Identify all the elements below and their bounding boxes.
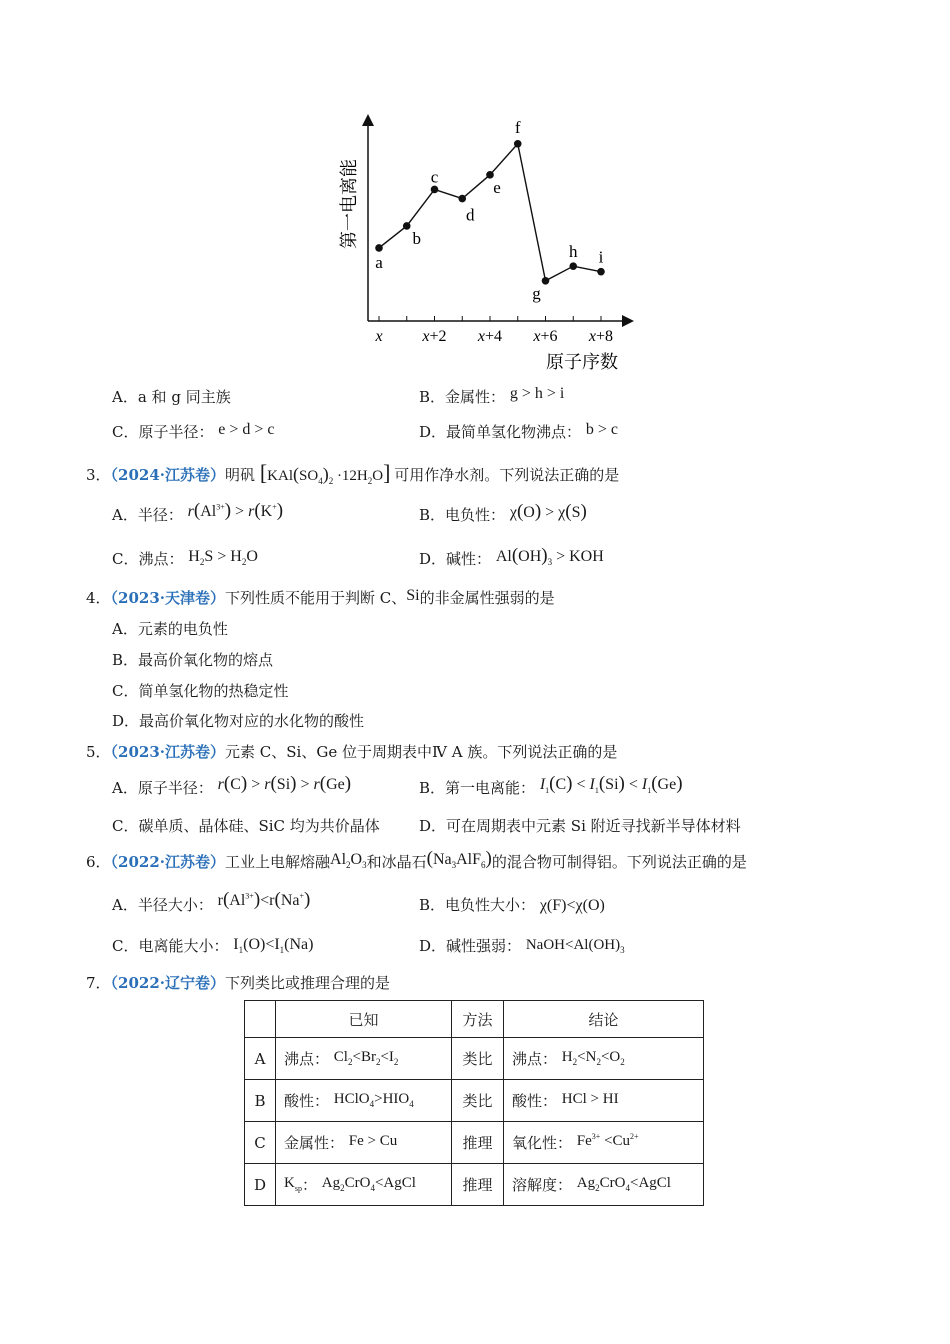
option-formula: $Al(OH)_3$ > KOH — [495, 545, 604, 568]
option-letter: A． — [112, 388, 138, 406]
option-formula: b > c — [585, 421, 618, 438]
option-text: 金属性： — [445, 388, 506, 406]
question-6-stem — [86, 848, 747, 873]
row-conclusion — [504, 1038, 704, 1080]
question-source: （2022·江苏卷） — [110, 853, 226, 871]
option-text: 碱性： — [446, 550, 492, 568]
q2-option-d — [419, 421, 618, 442]
cell-label: 氧化性： — [512, 1134, 573, 1152]
row-conclusion — [504, 1122, 704, 1164]
q3-option-c — [112, 548, 258, 570]
question-source: （2023·天津卷） — [110, 589, 226, 607]
option-letter: C． — [112, 817, 139, 835]
option-formula: χ(O) > χ(S) — [509, 501, 587, 522]
option-text: 简单氢化物的热稳定性 — [138, 682, 289, 700]
data-point-c — [431, 186, 439, 194]
data-label-a: a — [375, 252, 383, 272]
option-letter: B． — [419, 779, 446, 797]
cell-label: 酸性： — [284, 1091, 330, 1110]
stem-text: 工业上电解熔融 — [225, 853, 331, 871]
option-letter: D． — [112, 712, 140, 730]
option-text: 碳单质、晶体硅、SiC 均为共价晶体 — [138, 817, 380, 835]
option-formula: $I_1(C) < I_1(Si) < I_1(Ge)$ — [539, 773, 683, 796]
option-text: 最高价氧化物的熔点 — [138, 651, 274, 669]
q5-option-a — [112, 773, 352, 799]
cell-formula: HCl > HI — [561, 1091, 619, 1107]
option-formula: χ(F)<χ(O) — [539, 897, 605, 914]
option-formula: g > h > i — [509, 385, 565, 402]
stem-text: 的非金属性强弱的是 — [419, 589, 555, 607]
option-text: 半径大小： — [137, 896, 213, 914]
stem-formula: $(Na_3AlF_6)$ — [426, 848, 492, 871]
stem-formula: Si — [406, 587, 420, 604]
option-formula: $r(Al^{3+}) > r(K^+)$ — [187, 500, 284, 521]
row-known — [276, 1038, 452, 1080]
option-letter: D． — [419, 550, 447, 568]
cell-formula: $HClO_4>HIO_4$ — [333, 1090, 414, 1109]
option-letter: D． — [419, 817, 447, 835]
option-formula: e > d > c — [218, 421, 275, 438]
x-tick-label: x+4 — [477, 328, 503, 345]
stem-text: 下列类比或推理合理的是 — [225, 974, 391, 992]
data-label-g: g — [532, 283, 541, 303]
cell-label: 溶解度： — [512, 1175, 573, 1194]
stem-text: 可用作净水剂。下列说法正确的是 — [394, 466, 620, 484]
cell-formula: $H_2<N_2<O_2$ — [561, 1048, 625, 1067]
table-header: 已知 — [276, 1001, 452, 1038]
cell-formula: Fe > Cu — [348, 1133, 398, 1149]
q4-option-c — [112, 680, 289, 701]
question-number: 5． — [86, 743, 111, 761]
option-formula: r(C) > r(Si) > r(Ge) — [217, 773, 352, 794]
data-label-f: f — [514, 117, 521, 137]
row-conclusion — [504, 1164, 704, 1206]
question-7-stem — [86, 972, 390, 993]
question-number: 3． — [86, 466, 111, 484]
cell-formula: $K_{sp}$ — [284, 1174, 302, 1193]
option-text: 可在周期表中元素 Si 附近寻找新半导体材料 — [446, 817, 741, 835]
row-known — [276, 1080, 452, 1122]
q3-option-a — [112, 500, 284, 526]
data-point-g — [542, 277, 550, 285]
data-point-a — [375, 244, 383, 252]
option-formula: $NaOH<Al(OH)_3$ — [525, 937, 625, 955]
data-label-c: c — [430, 167, 439, 187]
data-point-b — [403, 222, 411, 230]
q3-option-d — [419, 545, 604, 570]
option-text: 沸点： — [138, 550, 184, 568]
row-method: 类比 — [452, 1038, 504, 1080]
option-formula: $r(Al^{3+})<r(Na^+)$ — [217, 889, 311, 910]
x-tick-label: x+8 — [588, 328, 614, 345]
question-source: （2023·江苏卷） — [110, 743, 226, 761]
question-3-stem — [86, 460, 619, 486]
q5-option-b — [419, 773, 683, 799]
x-axis-title: 原子序数 — [546, 352, 618, 373]
option-text: 电负性： — [445, 506, 506, 524]
data-label-i: i — [598, 247, 604, 267]
q2-option-a — [112, 386, 231, 407]
cell-label: 沸点： — [512, 1049, 558, 1068]
table-header — [245, 1001, 276, 1038]
q4-option-d — [112, 710, 364, 731]
cell-label: ： — [301, 1175, 317, 1194]
option-letter: C． — [112, 682, 139, 700]
data-point-f — [514, 140, 522, 148]
question-5-stem — [86, 741, 617, 762]
question-source: （2024·江苏卷） — [110, 466, 226, 484]
option-letter: D． — [419, 937, 447, 955]
cell-formula: $Ag_2CrO_4<AgCl$ — [321, 1174, 416, 1193]
row-method: 类比 — [452, 1080, 504, 1122]
q3-option-b — [419, 501, 587, 526]
stem-text: 明矾 — [225, 466, 256, 484]
option-text: 碱性强弱： — [446, 937, 522, 955]
row-conclusion — [504, 1080, 704, 1122]
option-letter: D． — [419, 423, 447, 441]
data-point-d — [458, 195, 466, 203]
row-known — [276, 1164, 452, 1206]
cell-label: 金属性： — [284, 1134, 345, 1152]
data-label-d: d — [466, 205, 475, 225]
x-tick-label: x — [375, 328, 383, 345]
option-text: 原子半径： — [137, 779, 213, 797]
option-text: 电负性大小： — [445, 896, 536, 914]
option-letter: B． — [419, 896, 446, 914]
option-letter: C． — [112, 550, 139, 568]
y-axis-title: 第一电离能 — [339, 159, 360, 249]
row-option: D — [245, 1164, 276, 1206]
row-option: A — [245, 1038, 276, 1080]
x-axis-arrow — [622, 315, 634, 327]
table-row — [245, 1080, 704, 1122]
cell-label: 沸点： — [284, 1049, 330, 1068]
option-letter: C． — [112, 423, 139, 441]
question-number: 7． — [86, 974, 111, 992]
option-text: a 和 g 同主族 — [137, 388, 231, 406]
option-text: 电离能大小： — [138, 937, 229, 955]
option-formula: $I_1(O)<I_1(Na)$ — [233, 936, 314, 956]
question-number: 6． — [86, 853, 111, 871]
option-letter: A． — [112, 620, 138, 638]
q2-option-b — [419, 386, 564, 407]
option-text: 最简单氢化物沸点： — [446, 423, 582, 441]
table-header: 方法 — [452, 1001, 504, 1038]
q4-option-a — [112, 618, 228, 639]
q7-table — [244, 1000, 704, 1206]
stem-formula: $Al_2O_3$ — [330, 851, 367, 871]
option-letter: B． — [419, 506, 446, 524]
data-point-i — [597, 268, 605, 276]
y-axis-arrow — [362, 114, 374, 126]
plot-area — [339, 114, 634, 373]
row-known — [276, 1122, 452, 1164]
option-letter: C． — [112, 937, 139, 955]
data-label-b: b — [412, 228, 421, 248]
question-number: 4． — [86, 589, 111, 607]
question-source: （2022·辽宁卷） — [110, 974, 226, 992]
cell-formula: $Cl_2<Br_2<I_2$ — [333, 1048, 399, 1067]
q2-option-c — [112, 421, 275, 442]
q4-option-b — [112, 649, 273, 670]
q6-option-c — [112, 935, 313, 957]
ionization-energy-chart — [300, 110, 660, 380]
stem-text: 元素 C、Si、Ge 位于周期表中Ⅳ A 族。下列说法正确的是 — [225, 743, 618, 761]
option-letter: A． — [112, 896, 138, 914]
alum-formula: $[KAl(SO_4)_2 \cdot 12H_2O]$ — [259, 460, 391, 486]
table-row — [245, 1122, 704, 1164]
stem-text: 下列性质不能用于判断 C、 — [225, 589, 407, 607]
table-header-row — [245, 1001, 704, 1038]
table-header: 结论 — [504, 1001, 704, 1038]
option-text: 最高价氧化物对应的水化物的酸性 — [139, 712, 365, 730]
stem-text: 和冰晶石 — [366, 853, 427, 871]
data-label-e: e — [493, 177, 501, 197]
data-point-h — [569, 262, 577, 270]
q5-option-d — [419, 815, 741, 836]
x-tick-label: x+2 — [422, 328, 447, 345]
cell-formula: $Fe^{3+} <Cu^{2+}$ — [576, 1132, 639, 1149]
row-method: 推理 — [452, 1122, 504, 1164]
option-letter: A． — [112, 779, 138, 797]
option-text: 第一电离能： — [445, 779, 536, 797]
table-row — [245, 1038, 704, 1080]
data-label-h: h — [569, 242, 578, 262]
option-letter: A． — [112, 506, 138, 524]
row-option: B — [245, 1080, 276, 1122]
option-text: 元素的电负性 — [137, 620, 228, 638]
series-line — [379, 144, 601, 281]
question-4-stem — [86, 587, 555, 608]
option-formula: $H_2S > H_2O$ — [188, 548, 258, 568]
x-tick-label: x+6 — [533, 328, 558, 345]
option-text: 原子半径： — [138, 423, 214, 441]
row-method: 推理 — [452, 1164, 504, 1206]
q6-option-a — [112, 889, 311, 916]
cell-label: 酸性： — [512, 1092, 558, 1110]
option-letter: B． — [112, 651, 139, 669]
row-option: C — [245, 1122, 276, 1164]
option-text: 半径： — [137, 506, 183, 524]
cell-formula: $Ag_2CrO_4<AgCl$ — [576, 1174, 671, 1193]
stem-text: 的混合物可制得铝。下列说法正确的是 — [491, 853, 747, 871]
option-letter: B． — [419, 388, 446, 406]
q6-option-b — [419, 894, 605, 915]
q5-option-c — [112, 815, 380, 836]
q6-option-d — [419, 935, 625, 957]
table-row — [245, 1164, 704, 1206]
